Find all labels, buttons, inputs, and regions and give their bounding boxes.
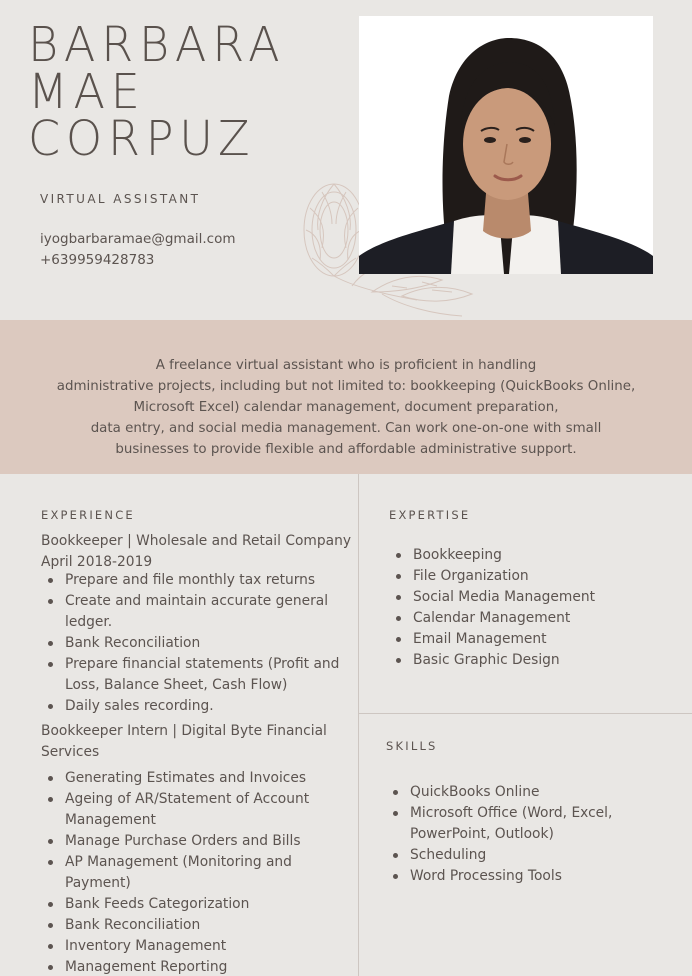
list-item: Bank Reconciliation: [41, 633, 341, 654]
list-item: Bank Feeds Categorization: [41, 894, 341, 915]
email-address[interactable]: iyogbarbaramae@gmail.com: [40, 231, 236, 247]
list-item: Microsoft Office (Word, Excel, PowerPoint, Outlook): [386, 803, 676, 845]
list-item: Generating Estimates and Invoices: [41, 768, 341, 789]
skills-heading: SKILLS: [386, 739, 438, 753]
job-heading: [41, 721, 341, 763]
list-item: Social Media Management: [389, 587, 679, 608]
contact-info: [40, 229, 235, 271]
job-role: VIRTUAL ASSISTANT: [40, 192, 201, 206]
list-item: Basic Graphic Design: [389, 650, 679, 671]
job-title: Bookkeeper | Wholesale and Retail Company: [41, 533, 351, 549]
summary-line: businesses to provide flexible and affordable administrative support.: [115, 442, 577, 457]
job-duties-list: [41, 768, 341, 976]
summary-text: [0, 355, 692, 460]
summary-line: A freelance virtual assistant who is proficient in handling: [155, 358, 537, 373]
summary-line: Microsoft Excel) calendar management, document preparation,: [133, 400, 559, 415]
job-duties-list: [41, 570, 341, 717]
list-item: Manage Purchase Orders and Bills: [41, 831, 341, 852]
list-item: AP Management (Monitoring and Payment): [41, 852, 341, 894]
summary-line: data entry, and social media management. Can work one-on-one with small: [90, 421, 602, 436]
section-divider: [359, 713, 692, 714]
list-item: Bank Reconciliation: [41, 915, 341, 936]
list-item: Scheduling: [386, 845, 676, 866]
expertise-list: [389, 545, 679, 671]
list-item: Prepare financial statements (Profit and Loss, Balance Sheet, Cash Flow): [41, 654, 341, 696]
phone-number: +639959428783: [40, 252, 155, 268]
job-dates: April 2018-2019: [41, 554, 153, 570]
name-line-first: BARBARA: [28, 17, 286, 73]
list-item: Create and maintain accurate general ledger.: [41, 591, 341, 633]
list-item: Ageing of AR/Statement of Account Management: [41, 789, 341, 831]
name-line-last: CORPUZ: [28, 111, 256, 167]
job-title: Bookkeeper Intern | Digital Byte Financial Services: [41, 723, 327, 760]
column-divider: [358, 474, 359, 976]
list-item: QuickBooks Online: [386, 782, 676, 803]
profile-photo: [359, 16, 653, 274]
experience-heading: EXPERIENCE: [41, 508, 135, 522]
list-item: File Organization: [389, 566, 679, 587]
list-item: Prepare and file monthly tax returns: [41, 570, 341, 591]
list-item: Management Reporting: [41, 957, 341, 976]
list-item: Bookkeeping: [389, 545, 679, 566]
skills-list: [386, 782, 676, 887]
summary-band: [0, 320, 692, 474]
list-item: Calendar Management: [389, 608, 679, 629]
candidate-name: [28, 17, 316, 167]
list-item: Daily sales recording.: [41, 696, 341, 717]
expertise-heading: EXPERTISE: [389, 508, 471, 522]
portrait-illustration: [359, 16, 653, 274]
summary-line: administrative projects, including but not limited to: bookkeeping (QuickBooks Online,: [56, 379, 636, 394]
job-heading: [41, 531, 351, 573]
list-item: Email Management: [389, 629, 679, 650]
list-item: Word Processing Tools: [386, 866, 676, 887]
list-item: Inventory Management: [41, 936, 341, 957]
name-line-middle: MAE: [28, 64, 146, 120]
